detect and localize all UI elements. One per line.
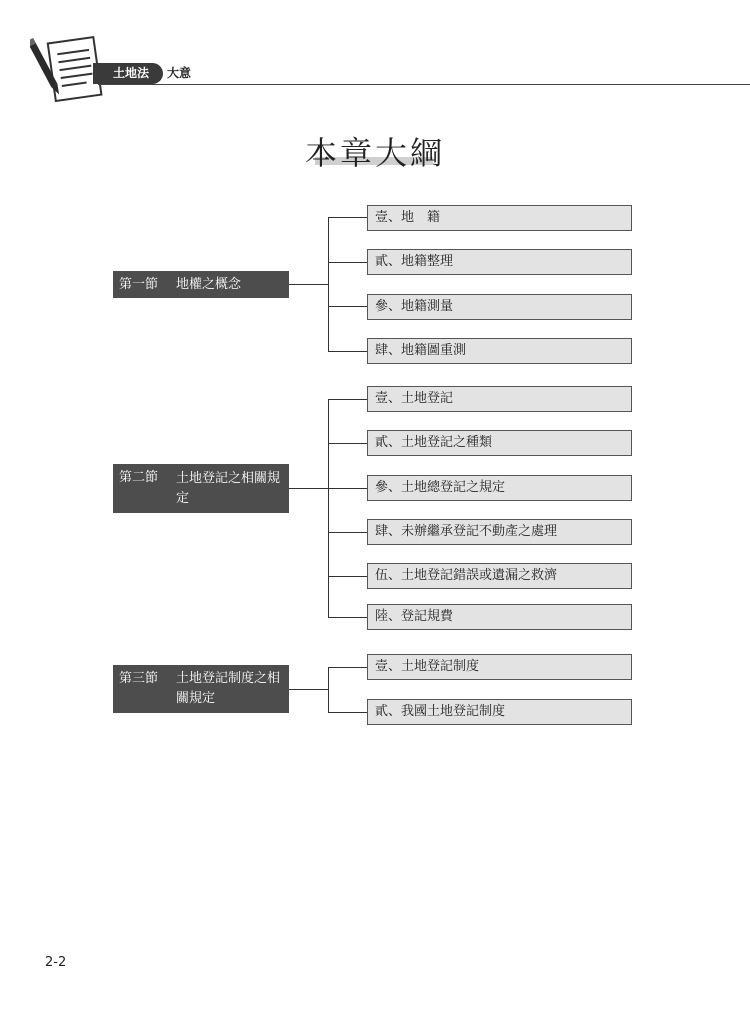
section-2-box — [113, 464, 289, 513]
outline-item: 參、地籍測量 — [367, 294, 632, 320]
connector — [289, 689, 328, 690]
connector — [328, 667, 367, 668]
connector — [328, 262, 367, 263]
connector — [328, 399, 329, 617]
connector — [328, 399, 367, 400]
outline-item: 陸、登記規費 — [367, 604, 632, 630]
section-3-number: 第三節 — [119, 671, 159, 686]
connector — [289, 284, 328, 285]
section-3-title: 土地登記制度之相關規定 — [176, 671, 281, 706]
outline-item: 參、土地總登記之規定 — [367, 475, 632, 501]
outline-item: 肆、地籍圖重測 — [367, 338, 632, 364]
section-1-box — [113, 271, 289, 298]
outline-item: 肆、未辦繼承登記不動產之處理 — [367, 519, 632, 545]
connector — [328, 351, 367, 352]
book-title-suffix: 大意 — [167, 66, 192, 80]
outline-item: 壹、地 籍 — [367, 205, 632, 231]
page-number: 2-2 — [45, 955, 67, 970]
connector — [328, 306, 367, 307]
book-title-tab: 土地法 — [93, 63, 163, 84]
connector — [328, 667, 329, 712]
connector — [328, 217, 367, 218]
section-1-title: 地權之概念 — [176, 276, 242, 292]
connector — [328, 617, 367, 618]
section-1-number: 第一節 — [119, 276, 159, 292]
outline-item: 貳、地籍整理 — [367, 249, 632, 275]
section-2-title: 土地登記之相關規定 — [176, 470, 281, 506]
connector — [328, 217, 329, 351]
connector — [328, 712, 367, 713]
connector — [328, 576, 367, 577]
connector — [328, 443, 367, 444]
outline-item: 壹、土地登記制度 — [367, 654, 632, 680]
outline-item: 貳、我國土地登記制度 — [367, 699, 632, 725]
section-3-box — [113, 665, 289, 713]
header-rule — [98, 84, 750, 85]
outline-item: 伍、土地登記錯誤或遺漏之救濟 — [367, 563, 632, 589]
outline-item: 貳、土地登記之種類 — [367, 430, 632, 456]
connector — [289, 488, 328, 489]
section-2-number: 第二節 — [119, 470, 159, 485]
connector — [328, 532, 367, 533]
page-title: 本章大綱 — [304, 134, 445, 172]
connector — [328, 488, 367, 489]
outline-item: 壹、土地登記 — [367, 386, 632, 412]
